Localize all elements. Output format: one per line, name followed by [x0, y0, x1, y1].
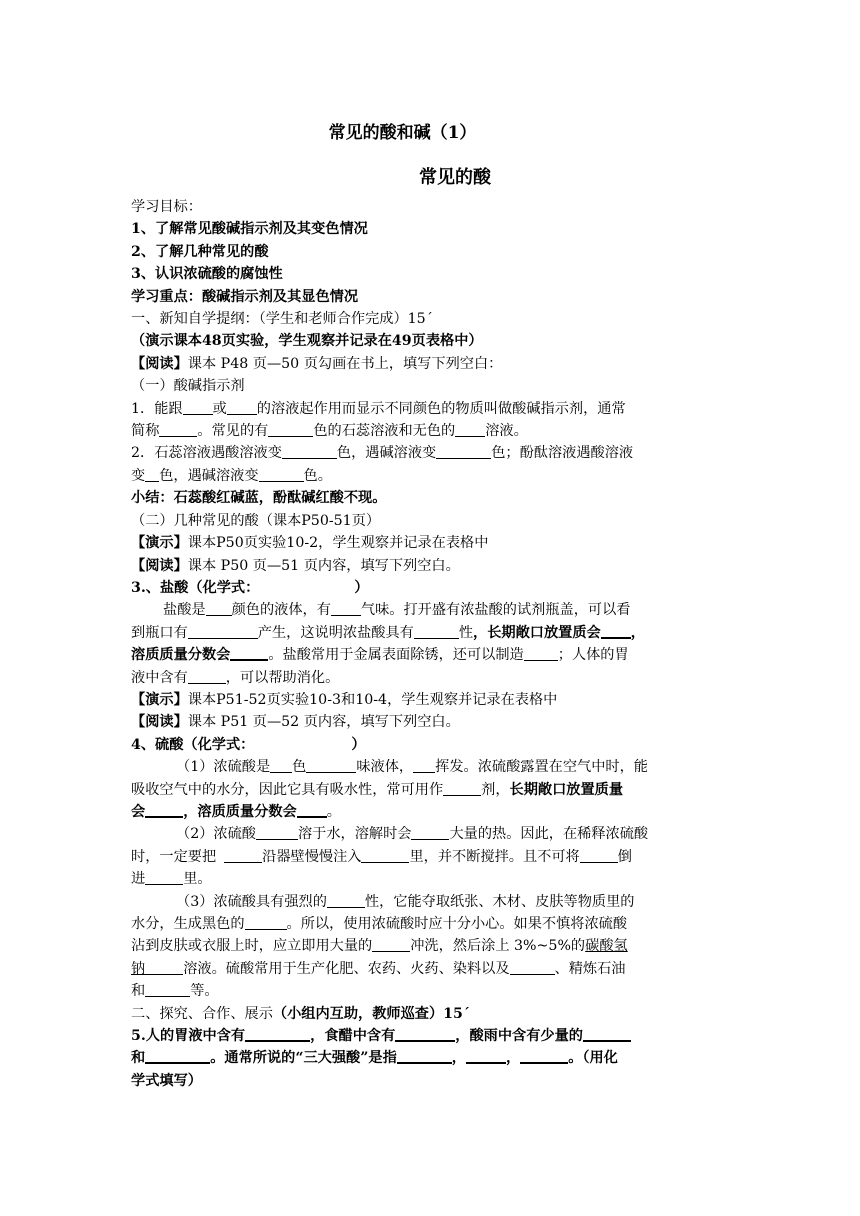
blank[interactable] — [306, 758, 356, 773]
question-line: 和 等。 — [131, 983, 219, 1000]
blank[interactable] — [520, 1048, 568, 1064]
blank[interactable] — [510, 960, 555, 975]
demo-instruction: 【演示】课本P51-52页实验10-3和10-4，学生观察并记录在表格中 — [131, 691, 558, 708]
question-line: 溶质质量分数会 。盐酸常用于金属表面除锈，还可以制造 ；人体的胃 — [131, 647, 629, 664]
question-line: 变 色，遇碱溶液变 色。 — [131, 467, 332, 484]
blank[interactable] — [282, 444, 337, 459]
question-line: （2）浓硫酸 溶于水，溶解时会 大量的热。因此，在稀释浓硫酸 — [176, 826, 649, 843]
read-text: 课本 P48 页—50 页勾画在书上，填写下列空白： — [187, 355, 503, 372]
objective-item: 2、了解几种常见的酸 — [131, 243, 269, 260]
blank[interactable] — [583, 1026, 631, 1042]
blank[interactable] — [413, 758, 435, 773]
blank[interactable] — [227, 400, 257, 415]
objective-item: 1、了解常见酸碱指示剂及其变色情况 — [131, 221, 368, 238]
blank[interactable] — [145, 870, 183, 885]
blank[interactable] — [145, 960, 183, 975]
question-line: 沾到皮肤或衣服上时，应立即用大量的 冲洗，然后涂上 3%~5%的碳酸氢 — [131, 938, 628, 955]
read-instruction: 【阅读】课本 P50 页—51 页内容，填写下列空白。 — [131, 557, 460, 574]
blank[interactable] — [259, 467, 304, 482]
blank[interactable] — [159, 422, 197, 437]
blank[interactable] — [327, 893, 365, 908]
hcl-header: 3.、盐酸（化学式： ） — [131, 579, 369, 596]
subsection-header: （二）几种常见的酸（课本P50-51页） — [131, 512, 381, 529]
document-title: 常见的酸和碱（1） — [328, 123, 477, 143]
h2so4-header: 4、硫酸（化学式： ） — [131, 736, 366, 753]
question-line: 1．能跟 或 的溶液起作用而显示不同颜色的物质叫做酸碱指示剂，通常 — [131, 400, 626, 417]
blank[interactable] — [245, 915, 287, 930]
question-line: 盐酸是 颜色的液体，有 气味。打开盛有浓盐酸的试剂瓶盖，可以看 — [163, 602, 631, 619]
blank[interactable] — [601, 623, 631, 639]
blank[interactable] — [145, 982, 190, 997]
question-line: 5.人的胃液中含有 ，食醋中含有 ，酸雨中含有少量的 — [131, 1025, 731, 1047]
question-line: 到瓶口有 产生，这说明浓盐酸具有 性，长期敞口放置质会 ， — [131, 624, 645, 641]
read-instruction: 【阅读】课本 P51 页—52 页内容，填写下列空白。 — [131, 714, 460, 731]
question-line: 和 。通常所说的“三大强酸”是指 ， ， 。（用化 — [131, 1050, 618, 1067]
blank[interactable] — [230, 645, 268, 661]
demo-note: （演示课本48页实验，学生观察并记录在49页表格中） — [131, 333, 483, 350]
question-line: 2．石蕊溶液遇酸溶液变 色，遇碱溶液变 色；酚酞溶液遇酸溶液 — [131, 445, 634, 462]
blank[interactable] — [414, 624, 459, 639]
question-line: 钠 溶液。硫酸常用于生产化肥、农药、火药、染料以及 、精炼石油 — [131, 960, 626, 977]
blank[interactable] — [206, 601, 232, 616]
question-line: 时，一定要把 沿器壁慢慢注入 里，并不断搅拌。且不可将 倒 — [131, 848, 632, 865]
blank[interactable] — [268, 422, 313, 437]
blank[interactable] — [466, 1048, 506, 1064]
section2-header: 二、探究、合作、展示（小组内互助，教师巡查）15´ — [131, 1005, 470, 1022]
question-line: 进 里。 — [131, 871, 212, 888]
blank[interactable] — [455, 422, 485, 437]
blank[interactable] — [245, 1026, 310, 1042]
blank[interactable] — [397, 1048, 452, 1064]
read-tag: 【阅读】 — [131, 355, 188, 372]
question-line: （1）浓硫酸是 色 味液体， 挥发。浓硫酸露置在空气中时，能 — [176, 759, 648, 776]
blank[interactable] — [297, 802, 327, 818]
blank[interactable] — [145, 467, 159, 482]
key-point: 学习重点：酸碱指示剂及其显色情况 — [131, 288, 359, 305]
blank[interactable] — [331, 601, 361, 616]
blank[interactable] — [224, 848, 262, 863]
blank[interactable] — [256, 825, 298, 840]
objectives-header: 学习目标： — [131, 199, 202, 215]
blank[interactable] — [411, 825, 449, 840]
question-line: 会 ，溶质质量分数会 。 — [131, 803, 341, 820]
question-line: 吸收空气中的水分，因此它具有吸水性，常可用作 剂，长期敞口放置质量 — [131, 781, 624, 798]
demo-instruction: 【演示】课本P50页实验10-2，学生观察并记录在表格中 — [131, 535, 489, 552]
objective-item: 3、认识浓硫酸的腐蚀性 — [131, 266, 283, 283]
document-subtitle: 常见的酸 — [419, 167, 491, 188]
question-line: 简称 。常见的有 色的石蕊溶液和无色的 溶液。 — [131, 423, 528, 440]
summary-line: 小结：石蕊酸红碱蓝，酚酞碱红酸不现。 — [131, 490, 387, 507]
document-body — [131, 196, 731, 1092]
blank[interactable] — [436, 444, 491, 459]
blank[interactable] — [580, 848, 618, 863]
question-line: 水分，生成黑色的 。所以，使用浓硫酸时应十分小心。如果不慎将浓硫酸 — [131, 916, 628, 932]
blank[interactable] — [188, 624, 258, 639]
blank[interactable] — [372, 937, 410, 952]
blank[interactable] — [145, 802, 183, 818]
blank[interactable] — [443, 781, 481, 796]
question-line: 液中含有 ，可以帮助消化。 — [131, 669, 340, 686]
question-line: 学式填写） — [131, 1072, 202, 1089]
blank[interactable] — [524, 646, 558, 661]
blank[interactable] — [395, 1026, 455, 1042]
read-instruction — [131, 353, 731, 375]
blank[interactable] — [145, 1048, 210, 1064]
blank[interactable] — [361, 848, 409, 863]
blank[interactable] — [183, 400, 213, 415]
question-line: （3）浓硫酸具有强烈的 性，它能夺取纸张、木材、皮肤等物质里的 — [176, 893, 635, 910]
blank[interactable] — [270, 758, 292, 773]
blank[interactable] — [188, 669, 226, 684]
section1-header: 一、新知自学提纲：（学生和老师合作完成）15´ — [131, 311, 433, 328]
subsection-header: （一）酸碱指示剂 — [131, 378, 245, 395]
